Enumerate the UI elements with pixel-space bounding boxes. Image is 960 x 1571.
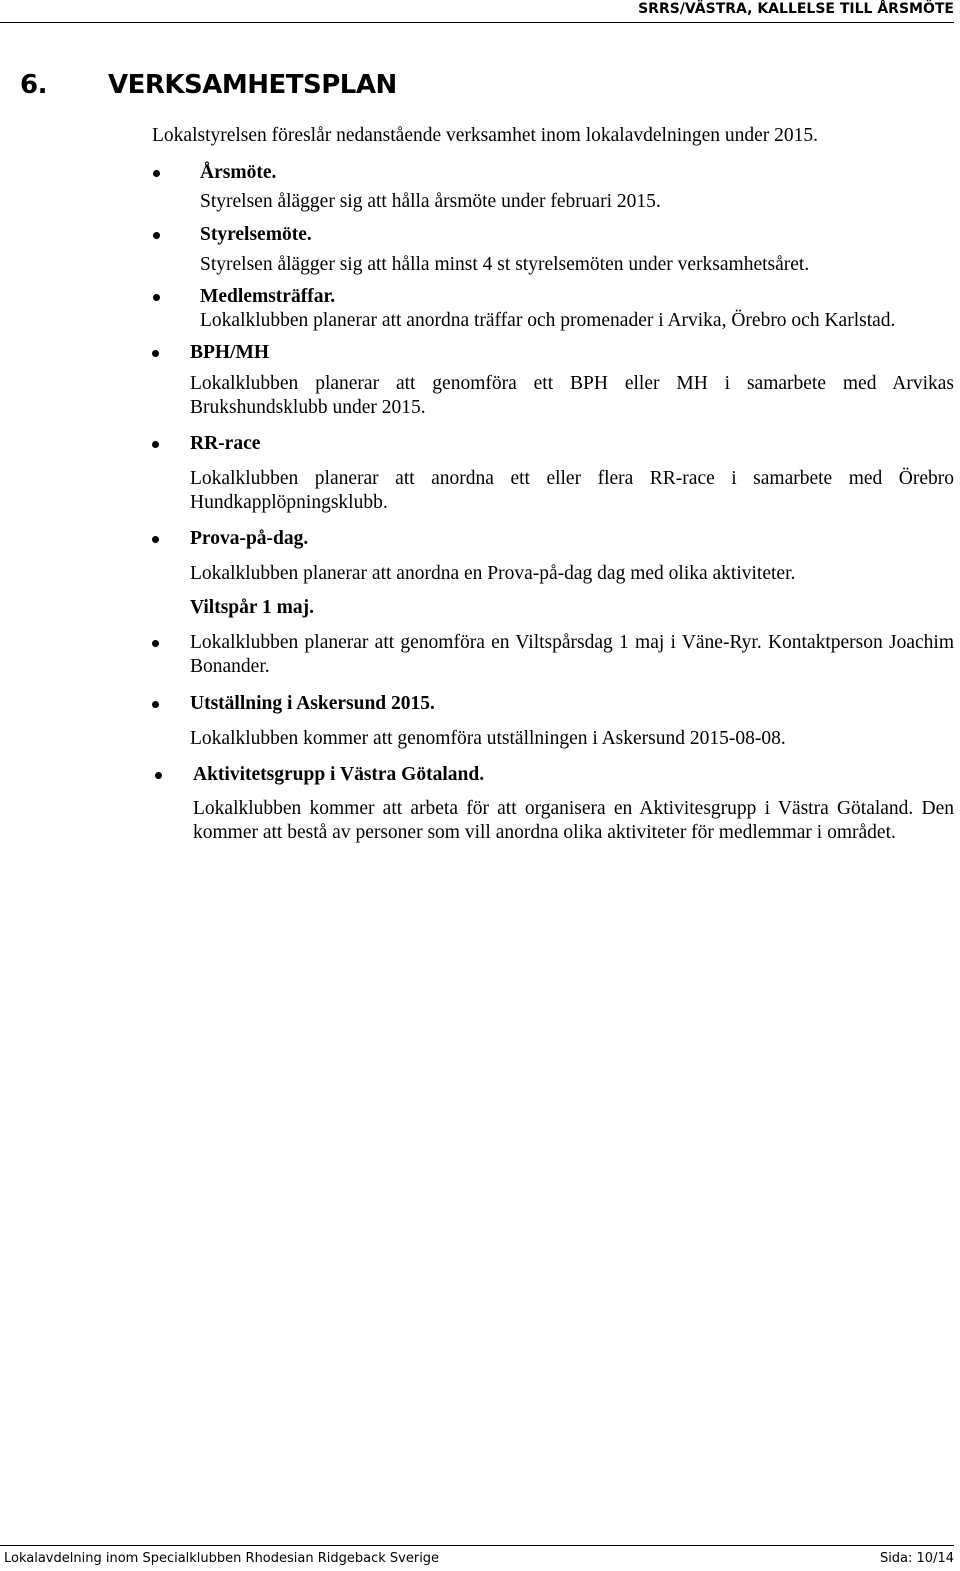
bullet-icon bbox=[152, 640, 159, 647]
item-title: Medlemsträffar. bbox=[200, 286, 336, 307]
section-heading bbox=[20, 70, 397, 100]
plan-item-medlemstraffar bbox=[200, 285, 954, 333]
bullet-icon bbox=[152, 441, 159, 448]
item-description: Styrelsen ålägger sig att hålla minst 4 st styrelsemöten under verksamhetsåret. bbox=[200, 254, 810, 275]
plan-item-bph-mh bbox=[190, 341, 954, 420]
item-description: Lokalklubben kommer att arbeta för att organisera en Aktivitesgrupp i Västra Götaland. Den kommer att bestå av personer som vill anordna olika aktiviteter för medlemmar i området. bbox=[193, 798, 954, 843]
item-description: Lokalklubben planerar att anordna en Prova-på-dag dag med olika aktiviteter. bbox=[190, 563, 796, 584]
plan-item-prova-pa-dag bbox=[190, 527, 954, 586]
bullet-icon bbox=[152, 350, 159, 357]
item-title: Viltspår 1 maj. bbox=[190, 597, 315, 618]
page-number: Sida: 10/14 bbox=[879, 1551, 954, 1566]
item-description-text: Lokalklubben planerar att genomföra en Viltspårsdag 1 maj i Väne-Ryr. Kontaktperson Joachim Bonander. bbox=[190, 632, 954, 677]
bullet-icon bbox=[152, 536, 159, 543]
plan-item-utstallning bbox=[190, 692, 954, 751]
page-header bbox=[0, 0, 954, 23]
item-description: Styrelsen ålägger sig att hålla årsmöte under februari 2015. bbox=[200, 191, 661, 212]
bullet-icon bbox=[153, 294, 160, 301]
item-description: Lokalklubben kommer att genomföra utställningen i Askersund 2015-08-08. bbox=[190, 728, 786, 749]
item-description: Lokalklubben planerar att anordna ett eller flera RR-race i samarbete med Örebro Hundkapplöpningsklubb. bbox=[190, 468, 954, 513]
header-title: SRRS/VÄSTRA, KALLELSE TILL ÅRSMÖTE bbox=[638, 1, 954, 17]
bullet-icon bbox=[153, 170, 160, 177]
item-title: RR-race bbox=[190, 433, 261, 454]
bullet-icon bbox=[155, 772, 162, 779]
item-description bbox=[190, 631, 954, 679]
item-title: Aktivitetsgrupp i Västra Götaland. bbox=[193, 764, 485, 785]
bullet-icon bbox=[152, 701, 159, 708]
page-footer bbox=[0, 1545, 954, 1566]
bullet-icon bbox=[153, 232, 160, 239]
footer-organization: Lokalavdelning inom Specialklubben Rhodesian Ridgeback Sverige bbox=[4, 1551, 440, 1566]
section-number: 6. bbox=[20, 70, 47, 100]
plan-item-rr-race bbox=[190, 432, 954, 515]
item-title: Styrelsemöte. bbox=[200, 224, 312, 245]
item-title: BPH/MH bbox=[190, 342, 270, 363]
plan-item-aktivitetsgrupp bbox=[193, 763, 954, 845]
item-title: Utställning i Askersund 2015. bbox=[190, 693, 435, 714]
item-title: Årsmöte. bbox=[200, 162, 277, 183]
section-title: VERKSAMHETSPLAN bbox=[108, 70, 397, 100]
plan-item-styrelsemote bbox=[200, 223, 954, 277]
plan-item-viltspar bbox=[190, 596, 954, 679]
plan-item-arsmote bbox=[200, 161, 954, 214]
item-title: Prova-på-dag. bbox=[190, 528, 309, 549]
item-description: Lokalklubben planerar att anordna träffar och promenader i Arvika, Örebro och Karlstad. bbox=[200, 310, 896, 331]
item-description: Lokalklubben planerar att genomföra ett BPH eller MH i samarbete med Arvikas Brukshundsklubb under 2015. bbox=[190, 373, 954, 418]
intro-paragraph: Lokalstyrelsen föreslår nedanstående verksamhet inom lokalavdelningen under 2015. bbox=[152, 125, 819, 146]
